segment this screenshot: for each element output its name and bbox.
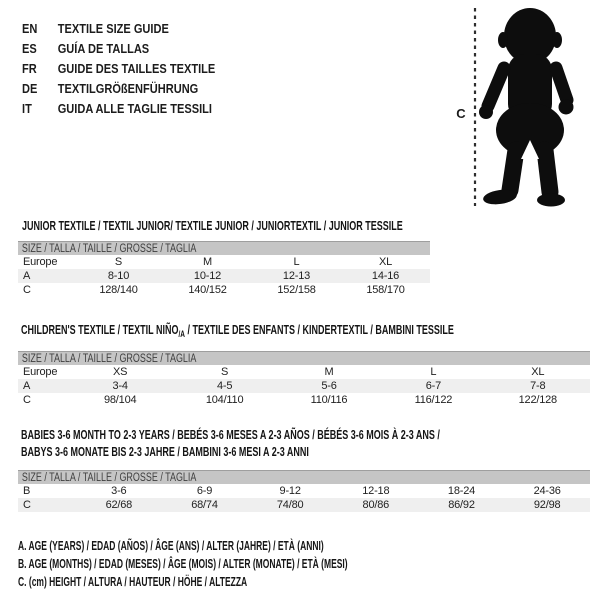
children-size-table	[18, 351, 590, 407]
table-row-height	[18, 393, 590, 407]
cell: 6-7	[425, 380, 442, 392]
language-code: DE	[22, 81, 38, 96]
footnote-b: B. AGE (MONTHS) / EDAD (MESES) / ÂGE (MOIS) / ALTER (MONATE) / ETÀ (MESI)	[18, 557, 348, 571]
language-code: IT	[22, 101, 32, 116]
title-text: / TEXTILE DES ENFANTS / KINDERTEXTIL / BAMBINI TESSILE	[184, 323, 454, 337]
size-header-label: SIZE / TALLA / TAILLE / GRÖSSE / TAGLIA	[21, 352, 197, 365]
row-label: Europe	[23, 366, 58, 378]
cell: 86/92	[448, 499, 475, 511]
row-label: Europe	[23, 256, 58, 268]
language-label: GUÍA DE TALLAS	[57, 41, 150, 56]
baby-silhouette	[479, 8, 574, 207]
language-title-list	[22, 19, 215, 119]
cell: 3-6	[111, 485, 127, 497]
cell: 12-13	[282, 270, 311, 282]
table-row-height	[18, 498, 590, 512]
baby-figure	[420, 2, 590, 214]
table-row-age-months	[18, 484, 590, 498]
cell: 140/152	[188, 284, 227, 296]
language-row-de	[22, 79, 215, 99]
language-label: GUIDA ALLE TAGLIE TESSILI	[57, 101, 213, 116]
language-label: TEXTILE SIZE GUIDE	[57, 21, 169, 36]
row-label: B	[23, 485, 31, 497]
cell: 3-4	[112, 380, 128, 392]
language-code: EN	[22, 21, 38, 36]
row-label: C	[23, 499, 31, 511]
language-row-es	[22, 39, 215, 59]
language-code: ES	[22, 41, 37, 56]
cell: 152/158	[277, 284, 316, 296]
cell: 5-6	[321, 380, 337, 392]
table-row-europe	[18, 255, 430, 269]
language-code: FR	[22, 61, 37, 76]
cell: 24-36	[533, 485, 561, 497]
babies-size-table	[18, 470, 590, 512]
cell: 116/122	[414, 394, 453, 406]
language-row-fr	[22, 59, 215, 79]
cell: XL	[378, 256, 393, 268]
cell: 6-9	[196, 485, 213, 497]
cell: 12-18	[362, 485, 390, 497]
row-label: A	[23, 270, 31, 282]
junior-table-title: JUNIOR TEXTILE / TEXTIL JUNIOR/ TEXTILE JUNIOR / JUNIORTEXTIL / JUNIOR TESSILE	[22, 219, 403, 233]
footnotes	[18, 537, 348, 591]
cell: L	[293, 256, 300, 268]
footnote-a: A. AGE (YEARS) / EDAD (AÑOS) / ÂGE (ANS) / ALTER (JAHRE) / ETÀ (ANNI)	[18, 539, 324, 553]
size-header-label: SIZE / TALLA / TAILLE / GRÖSSE / TAGLIA	[21, 471, 197, 484]
title-line-1: BABIES 3-6 MONTH TO 2-3 YEARS / BEBÉS 3-6 MESES A 2-3 AÑOS / BÉBÉS 3-6 MOIS À 2-3 ANS /	[21, 428, 440, 442]
table-row-age	[18, 379, 590, 393]
children-table-title	[21, 323, 454, 337]
cell: 122/128	[518, 394, 557, 406]
cell: 7-8	[530, 380, 546, 392]
table-row-age	[18, 269, 430, 283]
cell: 68/74	[191, 499, 218, 511]
cell: 14-16	[371, 270, 400, 282]
title-line-2: BABYS 3-6 MONATE BIS 2-3 JAHRE / BAMBINI 3-6 MESI A 2-3 ANNI	[21, 445, 309, 459]
cell: 104/110	[205, 394, 244, 406]
cell: 128/140	[99, 284, 138, 296]
row-label: C	[23, 284, 31, 296]
cell: 80/86	[362, 499, 390, 511]
cell: 9-12	[279, 485, 301, 497]
height-measure-label: C	[456, 106, 466, 121]
row-label: A	[23, 380, 31, 392]
babies-table-title	[21, 427, 440, 461]
table-row-height	[18, 283, 430, 297]
cell: L	[430, 366, 437, 378]
language-row-en	[22, 19, 215, 39]
cell: 158/170	[366, 284, 405, 296]
cell: 110/116	[310, 394, 348, 406]
size-header-bar	[18, 241, 430, 255]
size-header-bar	[18, 470, 590, 484]
title-subscript: /A	[178, 328, 185, 339]
size-header-label: SIZE / TALLA / TAILLE / GRÖSSE / TAGLIA	[21, 242, 197, 255]
table-row-europe	[18, 365, 590, 379]
cell: S	[221, 366, 229, 378]
language-row-it	[22, 99, 215, 119]
language-label: TEXTILGRÖßENFÜHRUNG	[57, 81, 199, 96]
cell: XL	[531, 366, 545, 378]
cell: 92/98	[533, 499, 561, 511]
size-header-bar	[18, 351, 590, 365]
cell: XS	[113, 366, 128, 378]
junior-size-table	[18, 241, 430, 297]
cell: 62/68	[105, 499, 133, 511]
cell: 8-10	[107, 270, 130, 282]
row-label: C	[23, 394, 31, 406]
cell: M	[203, 256, 212, 268]
cell: 98/104	[103, 394, 137, 406]
cell: 4-5	[216, 380, 233, 392]
cell: 74/80	[276, 499, 304, 511]
cell: 10-12	[193, 270, 222, 282]
language-label: GUIDE DES TAILLES TEXTILE	[57, 61, 216, 76]
title-text: CHILDREN'S TEXTILE / TEXTIL NIÑO	[21, 323, 179, 337]
cell: M	[324, 366, 334, 378]
cell: S	[114, 256, 123, 268]
cell: 18-24	[447, 485, 476, 497]
footnote-c: C. (cm) HEIGHT / ALTURA / HAUTEUR / HÖHE / ALTEZZA	[18, 575, 248, 589]
